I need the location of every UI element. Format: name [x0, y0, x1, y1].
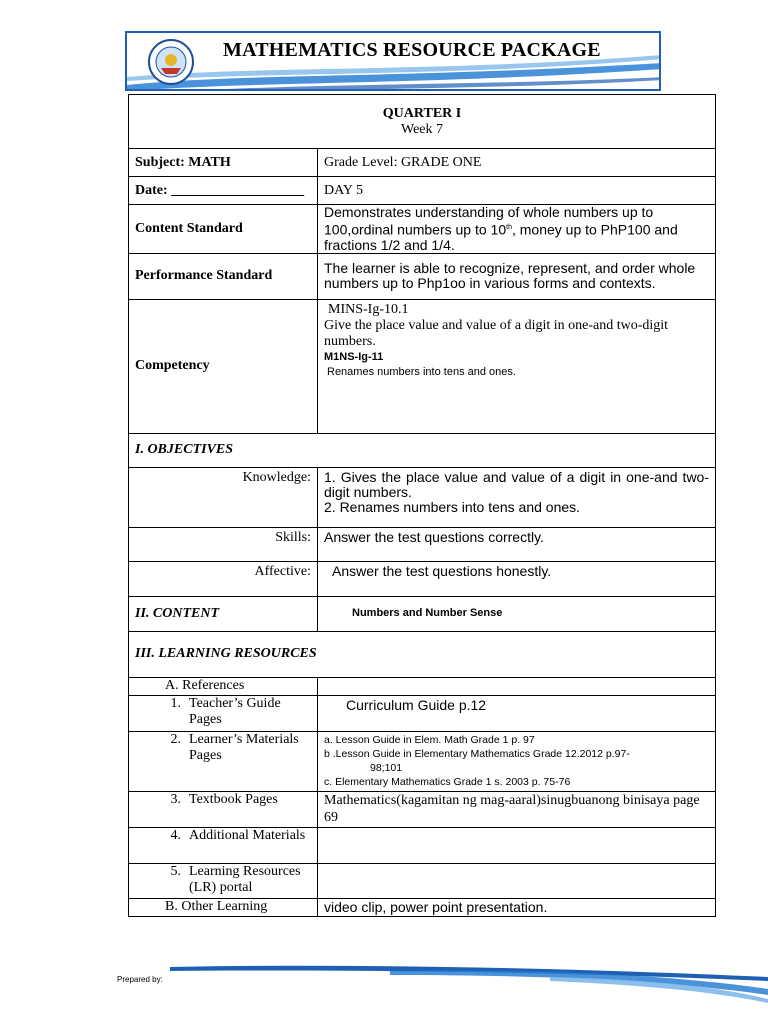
- references-value: [318, 677, 716, 695]
- affective-label: Affective:: [129, 561, 318, 596]
- objectives-heading: I. OBJECTIVES: [129, 433, 716, 467]
- performance-standard-label: Performance Standard: [129, 253, 318, 299]
- item-number-4: 4.: [170, 827, 181, 843]
- quarter-cell: [129, 95, 716, 149]
- knowledge-cell: [318, 467, 716, 527]
- quarter-label: QUARTER I: [382, 105, 462, 121]
- content-heading: II. CONTENT: [129, 596, 318, 631]
- teachers-guide-value: Curriculum Guide p.12: [318, 695, 716, 731]
- knowledge-label: Knowledge:: [129, 467, 318, 527]
- lr-portal-value: [318, 863, 716, 898]
- prepared-by-label: Prepared by:: [117, 975, 163, 984]
- performance-standard-text: The learner is able to recognize, represent, and order whole numbers up to Php1oo in various forms and contexts.: [318, 253, 716, 299]
- learners-materials-label: [129, 731, 318, 791]
- skills-text: Answer the test questions correctly.: [318, 527, 716, 561]
- document-header: [125, 31, 661, 91]
- teachers-guide-label: [129, 695, 318, 731]
- item-number-5: 5.: [170, 863, 181, 879]
- competency-desc-2: Renames numbers into tens and ones.: [327, 365, 516, 378]
- subject-label: Subject: MATH: [129, 149, 318, 177]
- learning-resources-heading: III. LEARNING RESOURCES: [129, 631, 716, 677]
- item-label-2: Learner’s Materials Pages: [189, 731, 299, 763]
- additional-materials-label: [129, 827, 318, 863]
- references-label: A. References: [129, 677, 318, 695]
- item-number-1: 1.: [170, 695, 181, 711]
- deped-seal-logo: [147, 38, 195, 86]
- content-standard-label: Content Standard: [129, 205, 318, 254]
- learners-ref-c: c. Elementary Mathematics Grade 1 s. 2003 p. 75-76: [324, 775, 571, 788]
- competency-label: Competency: [129, 299, 318, 433]
- document-title: MATHEMATICS RESOURCE PACKAGE: [223, 39, 601, 61]
- item-label-3: Textbook Pages: [189, 791, 278, 807]
- item-label-4: Additional Materials: [189, 827, 306, 843]
- competency-code-1: MINS-Ig-10.1: [328, 301, 409, 317]
- other-learning-label: B. Other Learning: [129, 898, 318, 916]
- competency-cell: [318, 299, 716, 433]
- textbook-label: [129, 791, 318, 827]
- knowledge-item-2: 2. Renames numbers into tens and ones.: [324, 498, 581, 515]
- item-label-5: Learning Resources (LR) portal: [189, 863, 301, 895]
- content-standard-text-b: , money up to PhP100 and fractions 1/2 and 1/4.: [324, 221, 678, 253]
- content-standard-sup: th: [506, 224, 512, 231]
- item-label-1: Teacher’s Guide Pages: [189, 695, 281, 727]
- content-standard-text: [318, 205, 716, 254]
- content-standard-text-a: Demonstrates understanding of whole numbers up to 100,ordinal numbers up to 10: [324, 204, 654, 238]
- lr-portal-label: [129, 863, 318, 898]
- item-number-2: 2.: [170, 731, 181, 747]
- item-number-3: 3.: [170, 791, 181, 807]
- competency-code-2: M1NS-Ig-11: [324, 350, 384, 363]
- lesson-plan-table: [128, 94, 716, 917]
- date-label: Date: ___________________: [129, 177, 318, 205]
- competency-desc-1: Give the place value and value of a digit in one-and two-digit numbers.: [324, 317, 669, 349]
- week-label: Week 7: [400, 121, 444, 137]
- learners-materials-value: [318, 731, 716, 791]
- skills-label: Skills:: [129, 527, 318, 561]
- day-label: DAY 5: [318, 177, 716, 205]
- learners-ref-b: b .Lesson Guide in Elementary Mathematics Grade 12.2012 p.97-: [324, 747, 630, 760]
- affective-text: Answer the test questions honestly.: [318, 561, 716, 596]
- knowledge-item-1: 1. Gives the place value and value of a digit in one-and two-digit numbers.: [324, 468, 709, 500]
- content-text: Numbers and Number Sense: [318, 596, 716, 631]
- learners-ref-a: a. Lesson Guide in Elem. Math Grade 1 p. 97: [324, 733, 535, 746]
- additional-materials-value: [318, 827, 716, 863]
- footer-swoosh-decoration: [170, 955, 768, 1005]
- textbook-value: Mathematics(kagamitan ng mag-aaral)sinugbuanong binisaya page 69: [318, 791, 716, 827]
- learners-ref-b2: 98;101: [370, 761, 403, 774]
- grade-level: Grade Level: GRADE ONE: [318, 149, 716, 177]
- other-learning-value: video clip, power point presentation.: [318, 898, 716, 916]
